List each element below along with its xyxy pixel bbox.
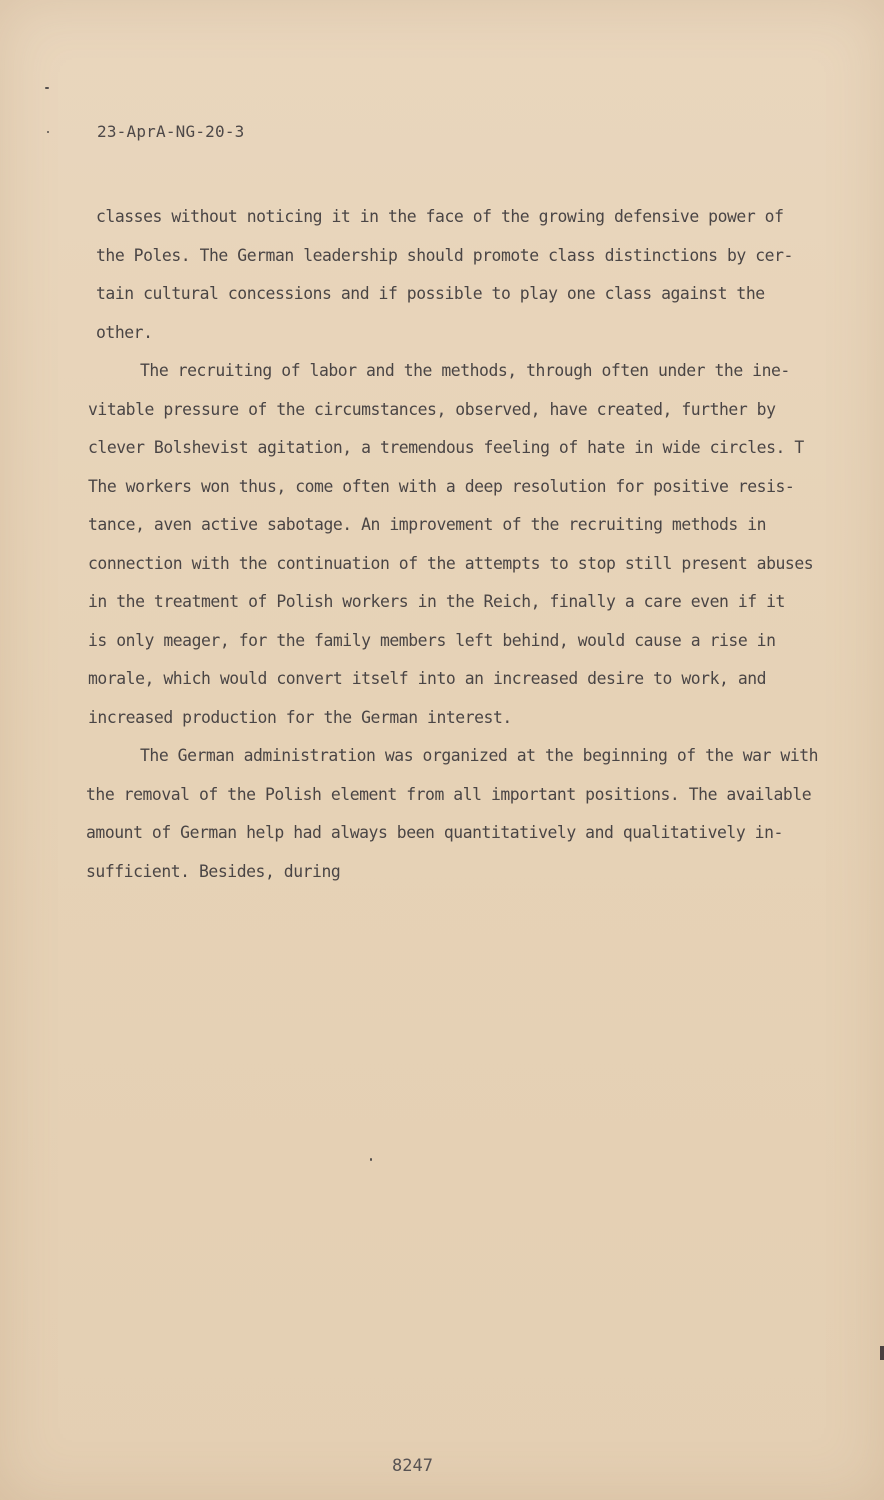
text-line: the Poles. The German leadership should promote class distinctions by cer-	[96, 245, 793, 265]
margin-mark	[45, 87, 49, 89]
text-line: The recruiting of labor and the methods, through often under the ine-	[140, 361, 790, 380]
text-line: the removal of the Polish element from all important positions. The available	[86, 784, 812, 804]
page-number: 8247	[392, 1456, 433, 1476]
body-text	[86, 198, 826, 891]
text-line: sufficient. Besides, during	[86, 861, 341, 881]
paragraph	[86, 352, 826, 737]
text-line: increased production for the German interest.	[88, 707, 512, 727]
reference-code: 23-AprA-NG-20-3	[97, 122, 245, 141]
text-line: The German administration was organized at the beginning of the war with	[140, 746, 819, 765]
edge-mark	[880, 1346, 884, 1360]
text-line: tain cultural concessions and if possible to play one class against the	[96, 284, 765, 303]
paragraph	[86, 737, 826, 891]
stray-mark	[370, 1158, 372, 1161]
text-line: clever Bolshevist agitation, a tremendous feeling of hate in wide circles. T	[88, 438, 804, 457]
text-line: classes without noticing it in the face of the growing defensive power of	[96, 207, 784, 226]
text-line: tance, aven active sabotage. An improvement of the recruiting methods in	[88, 515, 767, 534]
paragraph	[86, 198, 826, 352]
text-line: vitable pressure of the circumstances, observed, have created, further by	[88, 399, 776, 419]
text-line: is only meager, for the family members left behind, would cause a rise in	[88, 630, 776, 650]
text-line: other.	[96, 322, 153, 342]
text-line: The workers won thus, come often with a deep resolution for positive resis-	[88, 476, 795, 496]
margin-mark	[47, 131, 49, 133]
text-line: amount of German help had always been quantitatively and qualitatively in-	[86, 823, 783, 842]
text-line: in the treatment of Polish workers in the Reich, finally a care even if it	[88, 592, 785, 611]
text-line: connection with the continuation of the attempts to stop still present abuses	[88, 553, 814, 573]
text-line: morale, which would convert itself into an increased desire to work, and	[88, 669, 767, 688]
